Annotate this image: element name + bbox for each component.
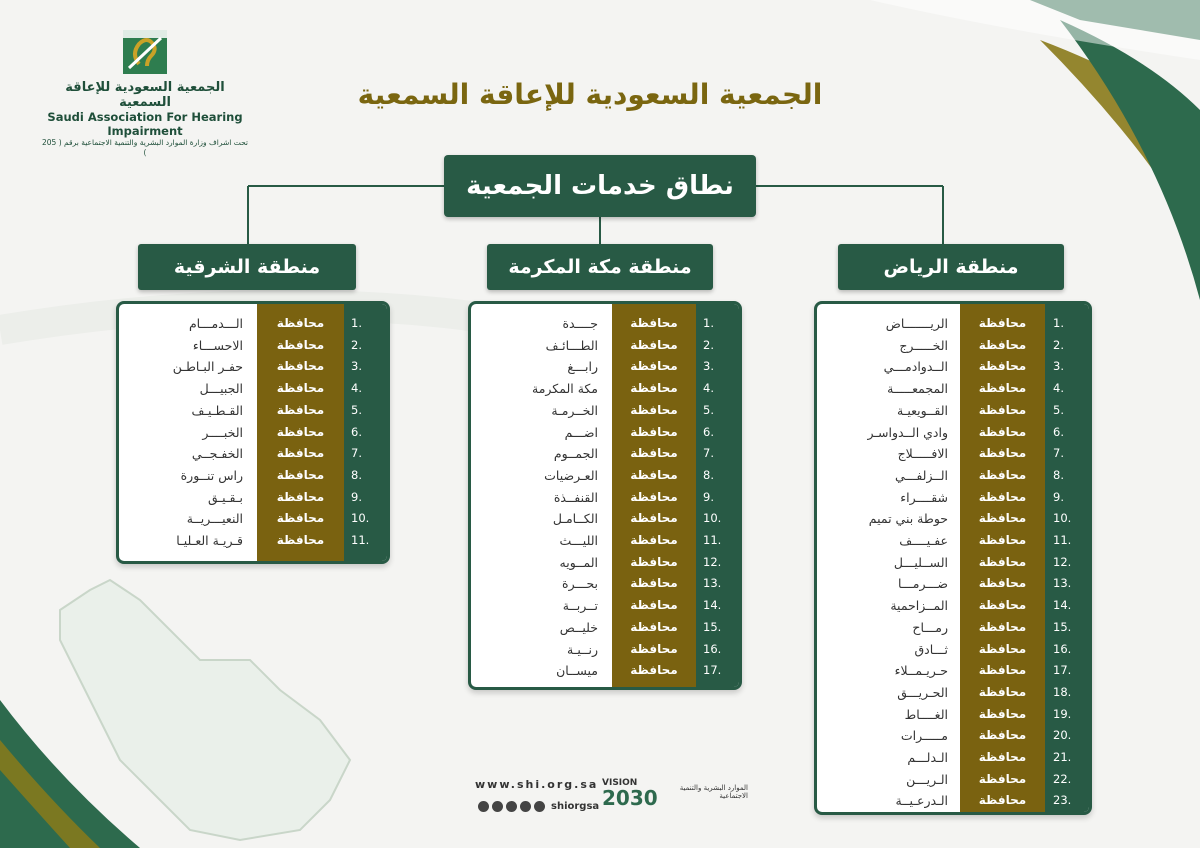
item-number: 17. [703,663,722,678]
governorate-name: خليــص [559,619,598,635]
item-number: 16. [1053,641,1072,656]
governorate-label: محافظة [630,554,678,569]
governorate-label: محافظة [978,750,1027,764]
region-heading-makkah: منطقة مكة المكرمة [487,244,713,290]
list-item [119,508,387,529]
vision-label: VISION [602,778,638,788]
governorate-label: محافظة [276,446,325,461]
governorate-label: محافظة [276,467,325,482]
item-number: 23. [1053,793,1072,808]
list-item [471,422,739,443]
sharqiya-list-panel [116,301,390,564]
item-number: 10. [351,511,370,526]
governorate-label: محافظة [276,533,325,547]
governorate-label: محافظة [978,554,1027,569]
governorate-name: ميســان [556,663,598,679]
item-number: 2. [1053,337,1064,352]
governorate-name: الطـــائـف [545,337,598,353]
social-handle: shiorgsa [551,800,600,812]
governorate-label: محافظة [276,337,325,352]
page-title: الجمعية السعودية للإعاقة السمعية [357,78,823,111]
social-links [478,800,599,812]
governorate-name: النعيـــريــة [186,511,243,527]
list-item [817,356,1089,377]
list-item [817,660,1089,681]
list-item [471,530,739,551]
hearing-logo-icon [121,28,169,76]
governorate-name: رمـــاح [912,619,948,635]
governorate-label: محافظة [978,598,1027,613]
list-item [817,465,1089,486]
ministry-name: الموارد البشرية والتنمية الاجتماعية [679,784,748,800]
list-item [817,790,1089,811]
list-item [471,465,739,486]
vision-year: 2030 [602,786,658,810]
governorate-label: محافظة [978,663,1027,678]
list-item [817,769,1089,790]
governorate-name: الاحســـاء [192,337,243,353]
governorate-name: ضـــرمـــا [898,576,948,592]
governorate-name: حـريـمــلاء [894,663,948,679]
twitter-icon[interactable] [492,801,503,812]
governorate-label: محافظة [978,402,1027,417]
governorate-label: محافظة [630,598,678,613]
governorate-label: محافظة [630,511,678,526]
governorate-name: عفـيــــف [899,533,948,548]
item-number: 1. [351,316,362,330]
governorate-label: محافظة [276,316,325,330]
list-item [817,552,1089,573]
governorate-name: الخفـجــي [191,446,243,462]
list-item [471,356,739,377]
governorate-label: محافظة [978,533,1027,547]
governorate-name: الخبــــر [202,424,243,440]
item-number: 16. [703,641,722,656]
list-item [471,595,739,616]
item-number: 4. [351,381,362,396]
governorate-label: محافظة [276,359,325,374]
list-item [471,660,739,681]
list-item [471,508,739,529]
list-item [817,313,1089,334]
governorate-label: محافظة [276,381,325,396]
list-item [471,400,739,421]
governorate-name: الـريـــن [906,771,948,787]
list-item [119,378,387,399]
item-number: 17. [1053,663,1072,678]
governorate-label: محافظة [276,424,325,439]
youtube-icon[interactable] [506,801,517,812]
list-item [471,573,739,594]
governorate-name: الـدلـــم [907,750,948,765]
list-item [817,573,1089,594]
item-number: 22. [1053,771,1072,786]
footer [470,778,750,828]
association-logo [40,28,250,157]
item-number: 19. [1053,706,1072,721]
region-heading-sharqiya: منطقة الشرقية [138,244,356,290]
governorate-name: الليـــث [559,533,598,548]
governorate-label: محافظة [630,641,678,656]
item-number: 11. [1053,533,1072,547]
item-number: 5. [703,402,714,417]
list-item [119,335,387,356]
instagram-icon[interactable] [520,801,531,812]
governorate-name: العـرضيات [544,467,598,483]
governorate-label: محافظة [978,641,1027,656]
governorate-name: المــزاحمية [890,598,948,614]
governorate-name: الغــــاط [904,706,948,722]
list-item [471,378,739,399]
governorate-label: محافظة [978,576,1027,591]
list-item [471,639,739,660]
list-item [817,335,1089,356]
item-number: 14. [1053,598,1072,613]
governorate-name: اضـــم [564,424,598,440]
governorate-name: حوطة بني تميم [868,511,948,527]
list-item [119,465,387,486]
governorate-label: محافظة [978,337,1027,352]
item-number: 7. [351,446,362,461]
item-number: 12. [703,554,722,569]
governorate-name: مـــــرات [900,728,948,744]
governorate-label: محافظة [630,533,678,547]
governorate-label: محافظة [978,793,1027,808]
governorate-name: القـطـيـف [191,402,243,418]
website-url[interactable]: www.shi.org.sa [475,778,599,791]
governorate-name: الــدوادمـــي [883,359,948,375]
governorate-label: محافظة [630,316,678,330]
governorate-label: محافظة [978,728,1027,743]
item-number: 7. [703,446,714,461]
item-number: 5. [351,402,362,417]
item-number: 8. [703,467,714,482]
governorate-name: رابـــغ [567,359,598,375]
governorate-label: محافظة [630,576,678,591]
facebook-icon[interactable] [534,801,545,812]
region-heading-riyadh: منطقة الرياض [838,244,1064,290]
item-number: 3. [703,359,714,374]
governorate-label: محافظة [630,489,678,504]
list-item [471,313,739,334]
governorate-label: محافظة [978,381,1027,396]
list-item [817,704,1089,725]
governorate-name: الحـريـــق [897,684,948,700]
item-number: 3. [1053,359,1064,374]
item-number: 11. [703,533,722,547]
list-item [471,487,739,508]
item-number: 15. [1053,619,1072,634]
item-number: 4. [703,381,714,396]
governorate-name: القنفــذة [553,489,598,505]
governorate-label: محافظة [630,359,678,374]
item-number: 7. [1053,446,1064,461]
list-item [471,617,739,638]
list-item [471,552,739,573]
governorate-label: محافظة [630,663,678,678]
governorate-label: محافظة [978,511,1027,526]
snapchat-icon[interactable] [478,801,489,812]
governorate-label: محافظة [978,684,1027,699]
list-item [119,356,387,377]
governorate-label: محافظة [630,402,678,417]
governorate-label: محافظة [978,424,1027,439]
item-number: 8. [1053,467,1064,482]
governorate-label: محافظة [978,771,1027,786]
item-number: 6. [703,424,714,439]
item-number: 21. [1053,750,1072,764]
governorate-label: محافظة [978,706,1027,721]
list-item [817,530,1089,551]
governorate-label: محافظة [630,337,678,352]
governorate-label: محافظة [978,359,1027,374]
governorate-label: محافظة [978,467,1027,482]
list-item [817,682,1089,703]
riyadh-list-panel [814,301,1092,815]
governorate-name: الجمــوم [553,446,598,462]
governorate-name: الريـــــــاض [885,316,948,331]
governorate-label: محافظة [978,316,1027,330]
governorate-label: محافظة [630,467,678,482]
list-item [471,443,739,464]
governorate-name: بـقـيـق [208,489,243,505]
governorate-label: محافظة [978,446,1027,461]
item-number: 9. [1053,489,1064,504]
governorate-name: ثـــادق [914,641,948,657]
governorate-name: الافـــــلاج [897,446,948,462]
governorate-name: الجبيـــل [199,381,243,397]
item-number: 18. [1053,684,1072,699]
list-item [119,443,387,464]
governorate-name: الخـــــرج [899,337,948,353]
makkah-list-panel [468,301,742,690]
governorate-name: المجمعـــــة [887,381,948,397]
ministry-logo [668,784,748,818]
item-number: 14. [703,598,722,613]
logo-name-ar: الجمعية السعودية للإعاقة السمعية [65,80,225,110]
list-item [817,595,1089,616]
item-number: 20. [1053,728,1072,743]
vision-2030-logo [602,778,662,818]
logo-name-en: Saudi Association For Hearing Impairment [47,110,243,138]
item-number: 9. [351,489,362,504]
governorate-label: محافظة [276,511,325,526]
governorate-name: مكة المكرمة [532,381,598,397]
item-number: 13. [703,576,722,591]
item-number: 2. [703,337,714,352]
item-number: 3. [351,359,362,374]
governorate-name: رنــيـة [567,641,598,657]
item-number: 9. [703,489,714,504]
governorate-name: الـــدمـــام [188,316,243,331]
governorate-label: محافظة [630,424,678,439]
list-item [119,530,387,551]
list-item [817,400,1089,421]
list-item [119,313,387,334]
list-item [817,508,1089,529]
governorate-label: محافظة [630,446,678,461]
governorate-name: الســليـــل [893,554,948,570]
list-item [119,422,387,443]
governorate-name: الكــامـل [552,511,598,527]
item-number: 15. [703,619,722,634]
governorate-name: تــربــة [562,598,598,614]
governorate-label: محافظة [630,381,678,396]
list-item [817,725,1089,746]
list-item [817,617,1089,638]
list-item [817,747,1089,768]
governorate-name: القــويعيـة [896,402,948,418]
list-item [817,487,1089,508]
governorate-name: الخــرمـة [551,402,598,418]
list-item [817,639,1089,660]
governorate-name: جــــدة [562,316,598,331]
governorate-name: بحـــرة [562,576,598,592]
list-item [471,335,739,356]
governorate-name: الــزلفـــي [894,467,948,483]
item-number: 12. [1053,554,1072,569]
list-item [817,422,1089,443]
item-number: 6. [351,424,362,439]
item-number: 1. [703,316,714,330]
governorate-name: المــويه [559,554,598,570]
item-number: 13. [1053,576,1072,591]
governorate-name: راس تنــورة [180,467,243,483]
list-item [817,443,1089,464]
governorate-label: محافظة [978,489,1027,504]
list-item [119,400,387,421]
item-number: 10. [703,511,722,526]
item-number: 10. [1053,511,1072,526]
item-number: 2. [351,337,362,352]
item-number: 11. [351,533,370,547]
governorate-name: قـريـة العـليـا [176,533,243,548]
governorate-name: وادي الــدواسـر [867,424,948,440]
governorate-label: محافظة [630,619,678,634]
governorate-name: شقــــراء [900,489,948,505]
list-item [817,378,1089,399]
governorate-name: الـدرعـيــة [895,793,948,809]
governorate-label: محافظة [276,489,325,504]
item-number: 6. [1053,424,1064,439]
service-scope-heading: نطاق خدمات الجمعية [444,155,756,217]
item-number: 5. [1053,402,1064,417]
governorate-label: محافظة [978,619,1027,634]
logo-subtitle: تحت اشراف وزارة الموارد البشرية والتنمية الاجتماعية برقم ( 205 ) [41,138,249,157]
item-number: 1. [1053,316,1064,330]
governorate-label: محافظة [276,402,325,417]
item-number: 4. [1053,381,1064,396]
item-number: 8. [351,467,362,482]
governorate-name: حفـر البـاطـن [172,359,243,375]
list-item [119,487,387,508]
